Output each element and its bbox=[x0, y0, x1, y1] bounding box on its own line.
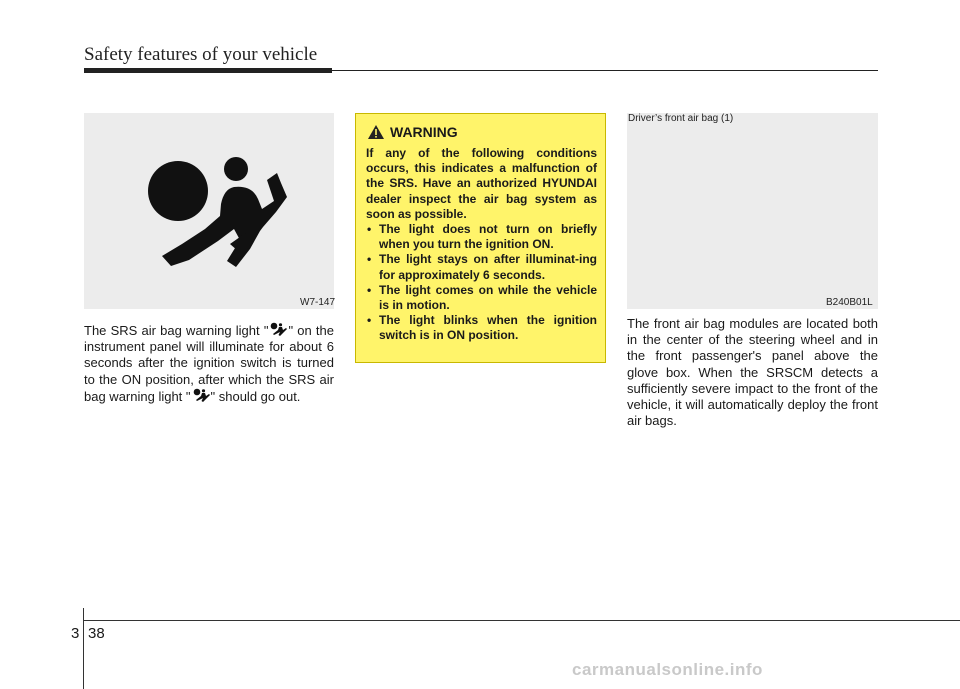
warning-intro: If any of the following conditions occurs, this indicates a malfunction of the SRS. Have an authorized HYUNDAI dealer inspect the air bag system as soon as possible. bbox=[366, 146, 597, 221]
warning-list-item: • The light blinks when the ignition switch is in ON position. bbox=[366, 313, 597, 343]
drivers-front-airbag-figure bbox=[627, 113, 878, 309]
warning-list-item: • The light stays on after illuminat-ing for approximately 6 seconds. bbox=[366, 252, 597, 282]
warning-header bbox=[368, 124, 597, 140]
warning-list-item: • The light comes on while the vehicle is in motion. bbox=[366, 283, 597, 313]
front-airbag-modules-text: The front air bag modules are located both in the center of the steering wheel and in the front passenger's panel above the glove box. When the SRSCM detects a sufficiently severe impact to the front of the vehicle, it will automatically deploy the front air bags. bbox=[627, 316, 878, 429]
text-part: " on the instrument panel will illuminate for about 6 seconds after the ignition switch is turned to the ON position, after which the SRS air bag warning light " bbox=[84, 323, 334, 404]
figure-caption: Driver’s front air bag (1) bbox=[628, 113, 734, 124]
watermark: carmanualsonline.info bbox=[572, 660, 763, 679]
section-number: 3 bbox=[71, 625, 80, 642]
figure-code: B240B01L bbox=[826, 297, 873, 308]
airbag-warning-figure bbox=[84, 113, 334, 309]
text-part: " should go out. bbox=[210, 388, 301, 404]
airbag-icon bbox=[191, 388, 211, 402]
text-part: The SRS air bag warning light " bbox=[84, 323, 269, 338]
airbag-icon bbox=[268, 322, 288, 336]
warning-list-item: • The light does not turn on briefly when you turn the ignition ON. bbox=[366, 222, 597, 252]
airbag-warning-light-text bbox=[84, 322, 334, 405]
warning-triangle-icon bbox=[368, 125, 384, 139]
page-number: 38 bbox=[88, 625, 105, 642]
warning-title: WARNING bbox=[390, 124, 458, 140]
warning-box bbox=[355, 113, 606, 363]
airbag-warning-symbol-icon bbox=[84, 113, 334, 309]
page-header-title: Safety features of your vehicle bbox=[84, 44, 318, 65]
footer-divider bbox=[83, 608, 84, 689]
warning-list bbox=[366, 222, 597, 344]
header-rule-thick bbox=[84, 68, 332, 73]
footer-rule bbox=[84, 620, 960, 621]
figure-code: W7-147 bbox=[300, 297, 336, 308]
header-rule-thin bbox=[332, 70, 878, 71]
